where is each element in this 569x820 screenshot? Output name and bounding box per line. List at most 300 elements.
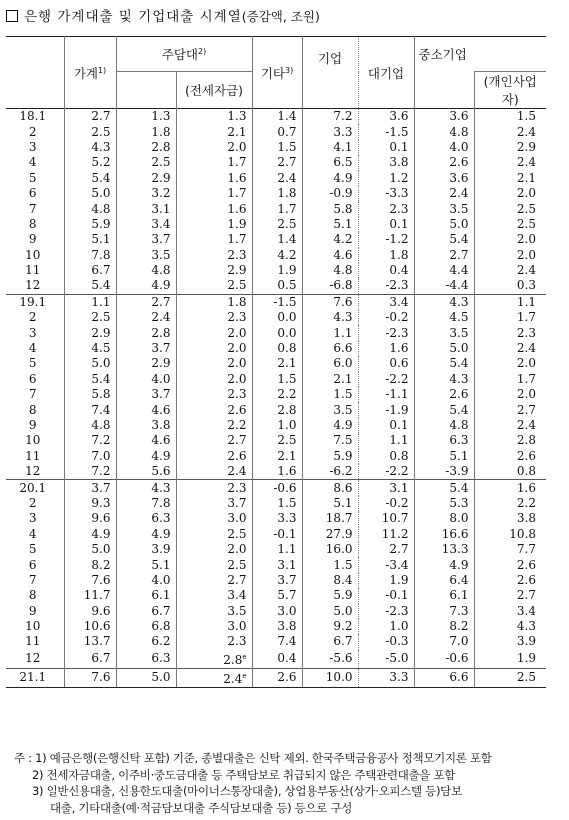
cell-value: 0.7	[252, 124, 302, 139]
table-row	[6, 588, 546, 603]
cell-value: 9.3	[64, 496, 116, 511]
cell-value: 0.4	[252, 650, 302, 669]
cell-value: 4.3	[474, 619, 546, 634]
estimate-mark: e	[242, 652, 247, 661]
footnote-2: 2) 전세자금대출, 이주비·중도금대출 등 주택담보로 취급되지 않은 주택관련대출을 포함	[32, 767, 456, 782]
cell-period: 7	[28, 572, 37, 587]
cell-value: 7.3	[414, 604, 474, 619]
header-period	[6, 37, 64, 109]
cell-value: 2.0	[474, 356, 546, 371]
table-row	[6, 278, 546, 294]
cell-value: -0.6	[414, 650, 474, 669]
cell-value: 0.8	[252, 341, 302, 356]
cell-value: 5.4	[64, 171, 116, 186]
cell-value: -3.3	[358, 186, 414, 201]
cell-value: 2.5	[176, 557, 252, 572]
cell-value: 2.3	[358, 201, 414, 216]
cell-value: 2.0	[474, 232, 546, 247]
table-row	[6, 155, 546, 170]
cell-value: 6.7	[116, 604, 176, 619]
cell-value: 9.6	[64, 604, 116, 619]
cell-value: 2.1	[252, 356, 302, 371]
cell-period: 12	[25, 278, 41, 293]
cell-value: 2.5	[64, 124, 116, 139]
cell-value: 5.0	[414, 217, 474, 232]
cell-value: -0.9	[302, 186, 358, 201]
cell-value: 0.1	[358, 418, 414, 433]
cell-value: 5.0	[302, 604, 358, 619]
cell-period: 6	[28, 186, 37, 201]
cell-value: 4.5	[64, 341, 116, 356]
cell-value: 2.0	[474, 387, 546, 402]
cell-period: 4	[28, 155, 37, 170]
cell-value: -1.2	[358, 232, 414, 247]
cell-value: 3.5	[176, 604, 252, 619]
cell-value: 2.9	[176, 263, 252, 278]
cell-value: 3.7	[116, 387, 176, 402]
cell-value: 5.4	[414, 480, 474, 496]
cell-value: -1.5	[358, 124, 414, 139]
cell-value: 5.9	[302, 588, 358, 603]
cell-value: 2.6	[474, 557, 546, 572]
cell-value: 8.2	[64, 557, 116, 572]
cell-value: 5.1	[302, 496, 358, 511]
cell-value: 8.4	[302, 573, 358, 588]
cell-period: 2	[28, 124, 37, 139]
cell-value: 2.4	[474, 341, 546, 356]
cell-period: 9	[28, 603, 37, 618]
table-row	[6, 449, 546, 464]
table-row	[6, 217, 546, 232]
header-mortgage: 주담대$^{2)}$	[116, 37, 252, 72]
cell-value: 1.7	[176, 155, 252, 170]
cell-value: -0.1	[252, 527, 302, 542]
table-row	[6, 527, 546, 542]
cell-value: 3.9	[116, 542, 176, 557]
table-row	[6, 464, 546, 480]
cell-value: 4.8	[64, 201, 116, 216]
cell-value: 3.5	[414, 201, 474, 216]
cell-value: 1.5	[302, 387, 358, 402]
cell-value: 3.6	[414, 171, 474, 186]
cell-value: 2.0	[176, 542, 252, 557]
cell-value: 2.6	[414, 387, 474, 402]
page-title	[6, 5, 320, 25]
cell-value: 5.0	[414, 341, 474, 356]
cell-value: 1.7	[474, 310, 546, 325]
footnote-3: 3) 일반신용대출, 신용한도대출(마이너스통장대출), 상업용부동산(상가·오피스텔 등)담보	[32, 784, 462, 798]
cell-value: 4.2	[302, 232, 358, 247]
cell-value: 2.3	[176, 480, 252, 496]
cell-value: 3.1	[252, 557, 302, 572]
cell-value: 7.6	[302, 294, 358, 310]
cell-value: -1.9	[358, 402, 414, 417]
cell-period: 6	[28, 557, 37, 572]
cell-value: 2.6	[176, 402, 252, 417]
cell-value: 6.1	[414, 588, 474, 603]
cell-value: 2.5	[252, 217, 302, 232]
table-row	[6, 496, 546, 511]
cell-value: 2.4	[176, 464, 252, 480]
cell-value: 1.9	[252, 263, 302, 278]
cell-value: 5.4	[414, 402, 474, 417]
cell-period: 18.1	[19, 109, 47, 124]
cell-value: -4.4	[414, 278, 474, 294]
cell-value: 9.6	[64, 511, 116, 526]
cell-value: 4.3	[64, 140, 116, 155]
cell-value: 0.0	[252, 325, 302, 340]
header-other: 기타$^{3)}$	[252, 37, 302, 109]
cell-period: 5	[28, 542, 37, 557]
cell-value: 1.9	[176, 217, 252, 232]
table-row	[6, 573, 546, 588]
table-row	[6, 140, 546, 155]
cell-value: 2.6	[176, 449, 252, 464]
cell-value: 6.0	[302, 356, 358, 371]
cell-value: 7.0	[414, 634, 474, 649]
cell-value: 4.6	[116, 402, 176, 417]
cell-value: -6.8	[302, 278, 358, 294]
cell-value: 4.3	[414, 372, 474, 387]
cell-value: 9.2	[302, 619, 358, 634]
cell-value: 0.1	[358, 140, 414, 155]
cell-period: 8	[28, 216, 37, 231]
table-row	[6, 418, 546, 433]
cell-value: 5.8	[302, 201, 358, 216]
cell-value: 1.8	[358, 248, 414, 263]
cell-value: 4.9	[302, 171, 358, 186]
cell-value: 6.1	[116, 588, 176, 603]
cell-value: 2.9	[116, 356, 176, 371]
cell-period: 3	[28, 511, 37, 526]
cell-value: 8.6	[302, 480, 358, 496]
cell-value: 3.6	[414, 109, 474, 125]
cell-value: 3.3	[252, 511, 302, 526]
cell-value: 2.4	[252, 171, 302, 186]
table-header	[6, 37, 546, 109]
cell-value: 1.9	[474, 650, 546, 669]
cell-value: 2.3	[474, 325, 546, 340]
cell-value: 10.8	[474, 527, 546, 542]
cell-period: 5	[28, 356, 37, 371]
cell-value: 6.4	[414, 573, 474, 588]
cell-value: 3.0	[176, 619, 252, 634]
cell-period: 9	[28, 418, 37, 432]
table-row	[6, 402, 546, 417]
table-row	[6, 557, 546, 572]
cell-value: 5.4	[64, 372, 116, 387]
cell-value: 27.9	[302, 527, 358, 542]
cell-value: 2.5	[252, 433, 302, 448]
cell-value: 1.5	[302, 557, 358, 572]
cell-value: 4.8	[302, 263, 358, 278]
loan-table	[6, 36, 546, 688]
table-row	[6, 650, 546, 669]
cell-value: 1.1	[302, 325, 358, 340]
cell-period: 8	[28, 588, 37, 603]
cell-value: 1.6	[358, 341, 414, 356]
cell-value: 1.6	[252, 464, 302, 480]
cell-value: 1.7	[474, 372, 546, 387]
cell-value: 0.1	[358, 217, 414, 232]
cell-value: 2.7	[64, 109, 116, 125]
cell-value: 5.7	[252, 588, 302, 603]
cell-value: 1.8	[176, 294, 252, 310]
cell-value: -0.2	[358, 496, 414, 511]
cell-value: 0.4	[358, 263, 414, 278]
cell-value: 3.3	[358, 668, 414, 687]
cell-value: 3.7	[116, 232, 176, 247]
cell-value: -2.2	[358, 464, 414, 480]
table-body	[6, 109, 546, 688]
cell-value: 1.1	[474, 294, 546, 310]
cell-value: 2.1	[474, 171, 546, 186]
table-row	[6, 542, 546, 557]
cell-period: 2	[28, 310, 37, 325]
cell-value: 0.5	[252, 278, 302, 294]
cell-value: 10.6	[64, 619, 116, 634]
cell-period: 9	[28, 232, 37, 247]
cell-value: -1.5	[252, 294, 302, 310]
cell-value: 4.0	[116, 372, 176, 387]
cell-value: 5.1	[302, 217, 358, 232]
cell-value: 5.8	[64, 387, 116, 402]
cell-value: 4.9	[116, 527, 176, 542]
cell-value: 10.0	[302, 668, 358, 687]
cell-value: 3.5	[414, 325, 474, 340]
cell-value: 4.0	[116, 573, 176, 588]
cell-value: 5.0	[64, 542, 116, 557]
cell-value: 7.2	[64, 464, 116, 480]
cell-value: 1.0	[252, 418, 302, 433]
cell-value: 4.9	[302, 418, 358, 433]
cell-period: 4	[28, 526, 37, 541]
cell-value: 2.5	[64, 310, 116, 325]
cell-period: 12	[25, 464, 41, 479]
cell-value: 2.6	[252, 668, 302, 687]
cell-value: 5.4	[414, 232, 474, 247]
cell-value: 2.4	[474, 124, 546, 139]
cell-value: 2.4	[474, 155, 546, 170]
cell-value: 3.0	[252, 604, 302, 619]
cell-value: 6.2	[116, 634, 176, 649]
cell-value: 4.6	[116, 433, 176, 448]
cell-value: 5.4	[414, 356, 474, 371]
table-row	[6, 124, 546, 139]
cell-value: 2.4	[116, 310, 176, 325]
cell-value: 1.3	[116, 109, 176, 125]
cell-value: 5.1	[116, 557, 176, 572]
cell-value: 1.8	[116, 124, 176, 139]
cell-period: 2	[28, 495, 37, 510]
cell-value: 1.4	[252, 109, 302, 125]
cell-value: -0.3	[358, 634, 414, 649]
cell-value: 7.5	[302, 433, 358, 448]
cell-value: 1.7	[252, 201, 302, 216]
cell-value: 8.0	[414, 511, 474, 526]
cell-value: 2.8	[116, 325, 176, 340]
cell-value: 1.6	[176, 201, 252, 216]
cell-value: 3.0	[176, 511, 252, 526]
cell-value: 6.6	[302, 341, 358, 356]
cell-value: 6.5	[302, 155, 358, 170]
cell-value: -0.1	[358, 588, 414, 603]
cell-value: 2.6	[474, 573, 546, 588]
cell-period: 11	[25, 448, 41, 463]
table-row	[6, 248, 546, 263]
cell-period: 3	[28, 325, 37, 340]
cell-value: -3.4	[358, 557, 414, 572]
cell-value: 2.3	[176, 634, 252, 649]
header-mortgage-sub	[116, 72, 176, 109]
cell-period: 20.1	[6, 480, 64, 496]
table-row	[6, 433, 546, 448]
cell-value: 1.5	[252, 496, 302, 511]
cell-value: 7.7	[474, 542, 546, 557]
cell-value: 2.0	[176, 341, 252, 356]
cell-value: 2.7	[176, 433, 252, 448]
cell-value: 2.2	[252, 387, 302, 402]
cell-value: 4.5	[414, 310, 474, 325]
header-jeonse: (전세자금)	[176, 72, 252, 109]
cell-value: 2.5	[116, 155, 176, 170]
table-row	[6, 511, 546, 526]
cell-value: 3.7	[64, 480, 116, 496]
footnotes	[14, 750, 554, 816]
table-row	[6, 668, 546, 687]
cell-value: 4.8	[116, 263, 176, 278]
cell-value: 11.2	[358, 527, 414, 542]
cell-value: 2.1	[302, 372, 358, 387]
cell-value: 3.1	[116, 201, 176, 216]
cell-value: 3.5	[302, 402, 358, 417]
table-row	[6, 604, 546, 619]
cell-value: 13.3	[414, 542, 474, 557]
cell-value: 1.7	[176, 186, 252, 201]
table-row	[6, 619, 546, 634]
cell-value: 2.7	[474, 402, 546, 417]
cell-value: 1.8	[252, 186, 302, 201]
footnote-1: 주 : 1) 예금은행(은행신탁 포함) 기준, 종별대출은 신탁 제외. 한국주택금융공사 정책모기지론 포함	[14, 751, 492, 765]
cell-value: 2.5	[474, 201, 546, 216]
cell-value: 2.9	[474, 140, 546, 155]
table-row	[6, 232, 546, 247]
cell-value: 3.8	[252, 619, 302, 634]
cell-value: 7.6	[64, 668, 116, 687]
cell-value: 1.3	[176, 109, 252, 125]
cell-period: 11	[25, 263, 41, 278]
cell-value: 3.4	[116, 217, 176, 232]
cell-value: 2.5	[176, 278, 252, 294]
cell-value: 16.0	[302, 542, 358, 557]
cell-value: 7.4	[64, 402, 116, 417]
cell-value: 3.7	[252, 573, 302, 588]
cell-value: 1.6	[474, 480, 546, 496]
cell-value: 2.9	[116, 171, 176, 186]
cell-value: -5.0	[358, 650, 414, 669]
cell-value: 6.7	[64, 263, 116, 278]
cell-value: 1.7	[176, 232, 252, 247]
table-row	[6, 263, 546, 278]
cell-value: -5.6	[302, 650, 358, 669]
cell-value: 0.3	[474, 278, 546, 294]
cell-value: 16.6	[414, 527, 474, 542]
cell-value: 2.4	[414, 186, 474, 201]
cell-value: 2.4	[474, 263, 546, 278]
cell-value: 4.8	[414, 418, 474, 433]
cell-period: 11	[25, 634, 41, 649]
cell-value: 7.6	[64, 573, 116, 588]
cell-value: 6.7	[302, 634, 358, 649]
cell-value: 2.5	[176, 527, 252, 542]
cell-value: 2.7	[358, 542, 414, 557]
cell-value: 3.7	[176, 496, 252, 511]
cell-value: 2.3	[176, 248, 252, 263]
table-row	[6, 109, 546, 125]
cell-period: 3	[28, 139, 37, 154]
cell-value: 2.7	[176, 573, 252, 588]
title-unit: (증감액, 조원)	[241, 9, 320, 24]
cell-value: 0.8	[474, 464, 546, 480]
cell-value: 3.8	[116, 418, 176, 433]
cell-value: 3.5	[116, 248, 176, 263]
cell-value: 2.7	[414, 248, 474, 263]
cell-value: 6.6	[414, 668, 474, 687]
cell-value: 2.6	[414, 155, 474, 170]
cell-period: 10	[25, 247, 41, 262]
cell-value: 8.2	[414, 619, 474, 634]
cell-value: 3.8	[474, 511, 546, 526]
cell-value: 6.3	[116, 650, 176, 669]
cell-value: 7.8	[116, 496, 176, 511]
cell-value: 0.6	[358, 356, 414, 371]
cell-value: 5.0	[64, 186, 116, 201]
cell-value: 4.9	[64, 527, 116, 542]
cell-value: 5.0	[64, 356, 116, 371]
estimate-mark: e	[242, 671, 247, 680]
cell-value: 3.8	[358, 155, 414, 170]
cell-value: 2.3	[176, 310, 252, 325]
cell-value: -0.6	[252, 480, 302, 496]
cell-value: 4.6	[302, 248, 358, 263]
cell-value: 1.4	[252, 232, 302, 247]
table-row	[6, 294, 546, 310]
cell-value: -1.1	[358, 387, 414, 402]
cell-value: 7.8	[64, 248, 116, 263]
cell-value: 2.0	[176, 372, 252, 387]
cell-value: 1.2	[358, 171, 414, 186]
cell-value: 1.0	[358, 619, 414, 634]
cell-value: 1.1	[64, 294, 116, 310]
cell-period: 6	[28, 371, 37, 386]
cell-value: 5.0	[116, 668, 176, 687]
header-corporate: 기업	[302, 37, 358, 109]
cell-value: 3.3	[302, 124, 358, 139]
cell-value: 7.2	[64, 433, 116, 448]
cell-value: 3.2	[116, 186, 176, 201]
cell-value: 2.8	[474, 433, 546, 448]
cell-period: 10	[25, 433, 41, 448]
cell-value: 13.7	[64, 634, 116, 649]
cell-value: 4.4	[414, 263, 474, 278]
cell-value: -3.9	[414, 464, 474, 480]
cell-value: 4.9	[116, 449, 176, 464]
cell-value: 6.3	[116, 511, 176, 526]
cell-value: 2.4	[474, 418, 546, 433]
cell-value: 1.5	[474, 109, 546, 125]
cell-period: 4	[28, 341, 37, 356]
cell-value: 4.3	[116, 480, 176, 496]
